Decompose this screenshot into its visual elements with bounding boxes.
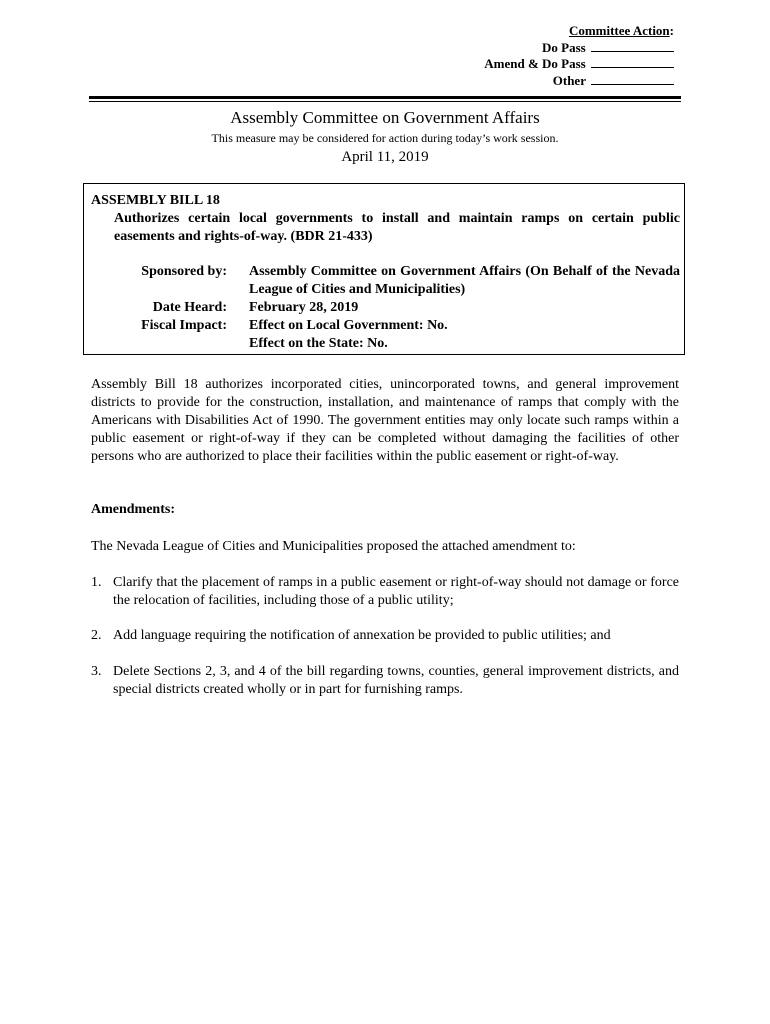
list-item-text: Add language requiring the notification of annexation be provided to public utilities; and bbox=[113, 628, 611, 643]
list-item-text: Delete Sections 2, 3, and 4 of the bill regarding towns, counties, general improvement districts, and special districts created wholly or in part for furnishing ramps. bbox=[113, 664, 679, 697]
do-pass-blank bbox=[591, 40, 674, 52]
date-heard-label: Date Heard: bbox=[152, 300, 227, 315]
committee-title: Assembly Committee on Government Affairs bbox=[230, 108, 540, 127]
committee-action-block bbox=[484, 23, 674, 89]
amendments-heading: Amendments: bbox=[91, 502, 175, 517]
bill-meta-values bbox=[249, 263, 680, 353]
fiscal-state-value: Effect on the State: No. bbox=[249, 336, 388, 351]
list-item-number: 3. bbox=[91, 664, 102, 679]
do-pass-line: Do Pass bbox=[484, 40, 674, 57]
other-blank bbox=[591, 73, 674, 85]
sponsored-by-value: Assembly Committee on Government Affairs (On Behalf of the Nevada League of Cities and Municipalities) bbox=[249, 264, 680, 297]
date-heard-value: February 28, 2019 bbox=[249, 300, 359, 315]
committee-action-title: Committee Action: bbox=[568, 23, 674, 38]
work-session-note: This measure may be considered for action during today’s work session. bbox=[211, 131, 559, 145]
fiscal-local-value: Effect on Local Government: No. bbox=[249, 318, 448, 333]
bill-meta-labels bbox=[114, 263, 227, 335]
bill-number: ASSEMBLY BILL 18 bbox=[91, 193, 220, 208]
bill-summary-box bbox=[83, 183, 685, 355]
amend-do-pass-blank bbox=[591, 56, 674, 68]
list-item-text: Clarify that the placement of ramps in a public easement or right-of-way should not damage or force the relocation of facilities, including those of a public utility; bbox=[113, 575, 679, 608]
amendments-intro: The Nevada League of Cities and Municipalities proposed the attached amendment to: bbox=[91, 539, 576, 554]
fiscal-impact-label: Fiscal Impact: bbox=[141, 318, 227, 333]
list-item-number: 2. bbox=[91, 628, 102, 643]
hearing-date: April 11, 2019 bbox=[341, 149, 429, 165]
header-rule-thin bbox=[89, 101, 681, 102]
amend-do-pass-line: Amend & Do Pass bbox=[484, 56, 674, 73]
bill-summary-paragraph: Assembly Bill 18 authorizes incorporated cities, unincorporated towns, and general improvement districts to provide for the construction, installation, and maintenance of ramps that comply with the Americans with Disabilities Act of 1990. The government entities may only locate such ramps within a public easement or right-of-way if they can be completed without damaging the facilities of other persons who are authorized to place their facilities within the public easement or right-of-way. bbox=[91, 377, 679, 464]
sponsored-by-label: Sponsored by: bbox=[141, 264, 227, 279]
list-item-number: 1. bbox=[91, 575, 102, 590]
other-line: Other bbox=[484, 73, 674, 90]
header-rule-thick bbox=[89, 96, 681, 99]
bill-description: Authorizes certain local governments to install and maintain ramps on certain public easements and rights-of-way. (BDR 21-433) bbox=[114, 211, 680, 244]
